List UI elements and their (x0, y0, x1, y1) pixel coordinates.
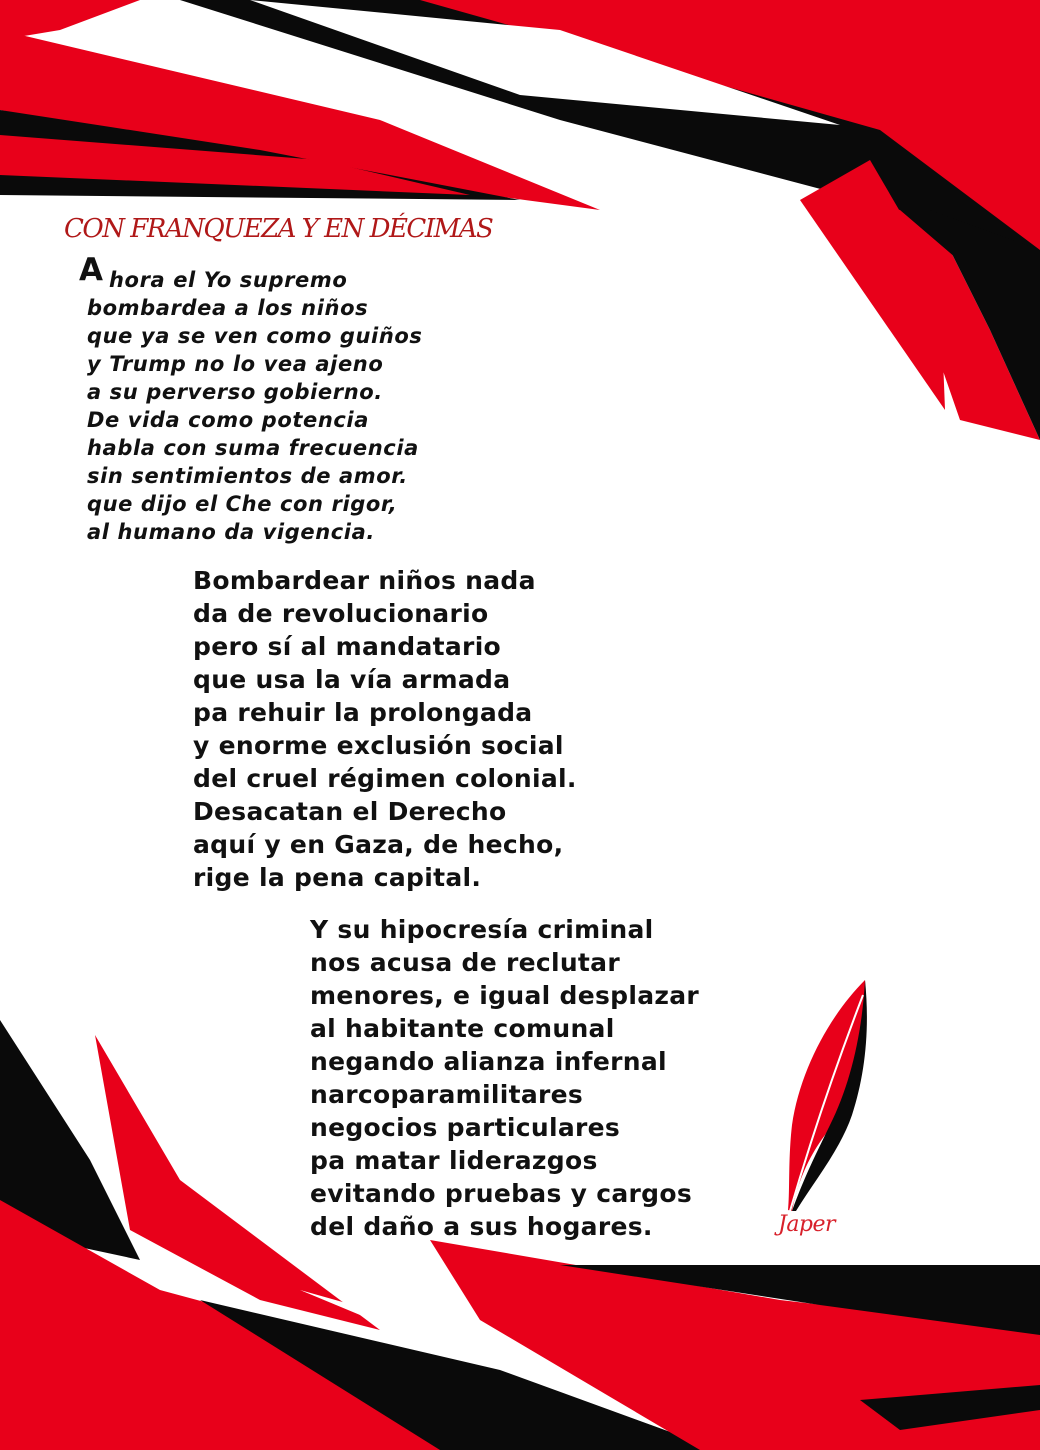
stanza-3-line: negando alianza infernal (310, 1047, 667, 1076)
stanza-3-line: nos acusa de reclutar (310, 948, 620, 977)
stanza-3-line: negocios particulares (310, 1113, 621, 1142)
stanza-2-line: Desacatan el Derecho (193, 797, 507, 826)
stanza-1-line: que ya se ven como guiños (87, 324, 423, 348)
stanza-2-line: del cruel régimen colonial. (193, 764, 577, 793)
stanza-3-line: evitando pruebas y cargos (310, 1179, 693, 1208)
stanza-2-line: y enorme exclusión social (193, 731, 564, 760)
stanza-3-line: narcoparamilitares (310, 1080, 584, 1109)
stanza-1-line: y Trump no lo vea ajeno (87, 352, 384, 376)
poem-title: CON FRANQUEZA Y EN DÉCIMAS (64, 214, 493, 244)
stanza-3-line: pa matar liderazgos (310, 1146, 598, 1175)
stanza-2-line: que usa la vía armada (193, 665, 511, 694)
stanza-3-line: menores, e igual desplazar (310, 981, 700, 1010)
stanza-2-line: rige la pena capital. (193, 863, 482, 892)
stanza-1-line-1-text: hora el Yo supremo (109, 268, 348, 292)
stanza-2 (193, 564, 577, 894)
stanza-3-line: Y su hipocresía criminal (310, 915, 654, 944)
stanza-1-line: sin sentimientos de amor. (87, 464, 408, 488)
stanza-1-line: habla con suma frecuencia (87, 436, 419, 460)
stanza-3-line: del daño a sus hogares. (310, 1212, 653, 1241)
stanza-2-line: Bombardear niños nada (193, 566, 536, 595)
quill-feather-icon (770, 975, 880, 1215)
stanza-1-line-1 (79, 252, 423, 294)
author-signature: Japer (778, 1212, 836, 1237)
stanza-1-line: bombardea a los niños (87, 296, 369, 320)
stanza-3-line: al habitante comunal (310, 1014, 615, 1043)
stanza-2-line: pero sí al mandatario (193, 632, 502, 661)
stanza-1-line: al humano da vigencia. (87, 520, 375, 544)
stanza-1-line: De vida como potencia (87, 408, 369, 432)
stanza-2-line: pa rehuir la prolongada (193, 698, 533, 727)
drop-cap: A (79, 252, 104, 288)
stanza-1-line: que dijo el Che con rigor, (87, 492, 398, 516)
stanza-2-line: aquí y en Gaza, de hecho, (193, 830, 564, 859)
stanza-2-line: da de revolucionario (193, 599, 489, 628)
stanza-3 (310, 913, 699, 1243)
stanza-1 (79, 252, 423, 546)
stanza-1-line: a su perverso gobierno. (87, 380, 383, 404)
